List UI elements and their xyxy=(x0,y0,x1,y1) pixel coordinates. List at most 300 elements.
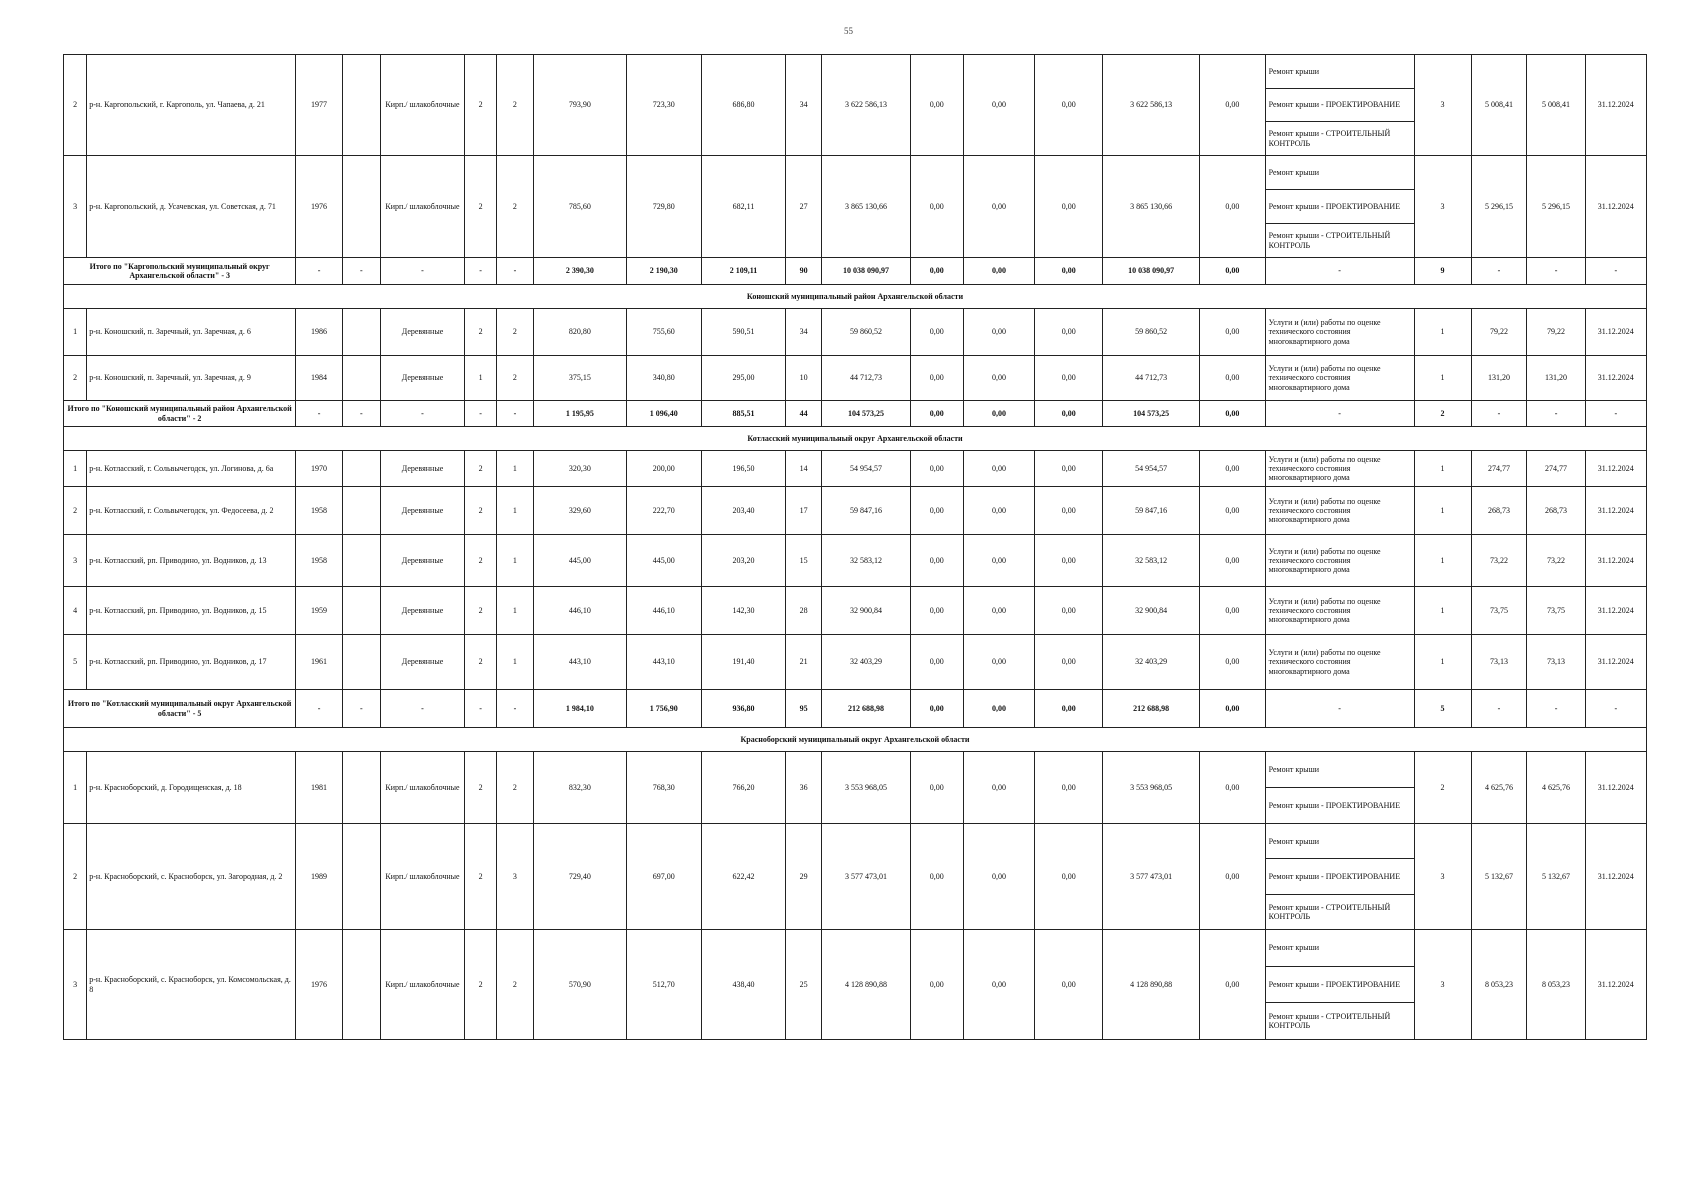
fund-support: 0,00 xyxy=(910,55,963,156)
fund-support: 0,00 xyxy=(910,752,963,824)
subtotal-row xyxy=(64,690,1647,728)
floors-count: 2 xyxy=(465,930,497,1040)
unit-cost: 73,22 xyxy=(1471,535,1527,587)
other-funds: 0,00 xyxy=(1200,635,1265,690)
year-built: 1961 xyxy=(296,635,342,690)
deadline: 31.12.2024 xyxy=(1585,752,1646,824)
max-unit-cost: 5 296,15 xyxy=(1527,156,1585,258)
table-row xyxy=(64,487,1647,535)
municipality-section-header xyxy=(64,285,1647,309)
floors-count: 2 xyxy=(465,535,497,587)
unit-cost: 8 053,23 xyxy=(1471,930,1527,1040)
residents-count: 34 xyxy=(786,55,822,156)
fund-support: 0,00 xyxy=(910,635,963,690)
house-address: р-н. Котласский, рп. Приводино, ул. Водников, д. 13 xyxy=(87,535,296,587)
works-list-cell xyxy=(1265,824,1414,930)
owners-funds: 10 038 090,97 xyxy=(1103,258,1200,285)
house-address: р-н. Котласский, рп. Приводино, ул. Водников, д. 15 xyxy=(87,587,296,635)
cost-total: 4 128 890,88 xyxy=(822,930,911,1040)
row-number: 1 xyxy=(64,309,87,356)
empty-dash: - xyxy=(380,401,464,427)
house-address: р-н. Красноборский, д. Городищенская, д. 18 xyxy=(87,752,296,824)
row-number: 3 xyxy=(64,156,87,258)
year-reconstruction xyxy=(342,824,380,930)
works-count: 1 xyxy=(1414,587,1471,635)
work-type: Ремонт крыши - СТРОИТЕЛЬНЫЙ КОНТРОЛЬ xyxy=(1266,1002,1414,1039)
works-list-cell xyxy=(1265,156,1414,258)
fund-support: 0,00 xyxy=(910,401,963,427)
residents-count: 95 xyxy=(786,690,822,728)
other-funds: 0,00 xyxy=(1200,690,1265,728)
works-count: 2 xyxy=(1414,752,1471,824)
unit-cost: 73,13 xyxy=(1471,635,1527,690)
owners-funds: 212 688,98 xyxy=(1103,690,1200,728)
year-built: 1959 xyxy=(296,587,342,635)
local-budget: 0,00 xyxy=(1035,451,1103,487)
residential-area: 203,20 xyxy=(701,535,785,587)
premises-area: 755,60 xyxy=(626,309,701,356)
premises-area: 445,00 xyxy=(626,535,701,587)
entrances-count: 1 xyxy=(496,635,533,690)
fund-support: 0,00 xyxy=(910,451,963,487)
year-reconstruction xyxy=(342,752,380,824)
year-reconstruction xyxy=(342,487,380,535)
row-number: 4 xyxy=(64,587,87,635)
subtotal-label: Итого по "Котласский муниципальный округ Архангельской области" - 5 xyxy=(64,690,296,728)
year-reconstruction xyxy=(342,535,380,587)
year-reconstruction xyxy=(342,930,380,1040)
subtotal-row xyxy=(64,258,1647,285)
max-unit-cost: 5 008,41 xyxy=(1527,55,1585,156)
residential-area: 682,11 xyxy=(701,156,785,258)
empty-dash: - xyxy=(465,690,497,728)
work-type: Услуги и (или) работы по оценке технического состояния многоквартирного дома xyxy=(1268,648,1381,676)
works-count: 1 xyxy=(1414,356,1471,401)
entrances-count: 2 xyxy=(496,356,533,401)
work-type: Ремонт крыши - ПРОЕКТИРОВАНИЕ xyxy=(1266,88,1414,122)
unit-cost: 268,73 xyxy=(1471,487,1527,535)
work-type: Ремонт крыши - ПРОЕКТИРОВАНИЕ xyxy=(1266,787,1414,823)
works-list-cell xyxy=(1265,587,1414,635)
wall-material: Деревянные xyxy=(380,487,464,535)
works-count: 1 xyxy=(1414,635,1471,690)
row-number: 1 xyxy=(64,752,87,824)
year-built: 1970 xyxy=(296,451,342,487)
local-budget: 0,00 xyxy=(1035,690,1103,728)
empty-dash: - xyxy=(465,258,497,285)
total-area: 785,60 xyxy=(533,156,626,258)
house-address: р-н. Коношский, п. Заречный, ул. Заречная, д. 6 xyxy=(87,309,296,356)
regional-budget: 0,00 xyxy=(963,356,1035,401)
owners-funds: 32 900,84 xyxy=(1103,587,1200,635)
work-type: Ремонт крыши xyxy=(1268,66,1320,76)
work-type: Услуги и (или) работы по оценке технического состояния многоквартирного дома xyxy=(1268,454,1381,483)
max-unit-cost: 4 625,76 xyxy=(1527,752,1585,824)
other-funds: 0,00 xyxy=(1200,309,1265,356)
works-count: 3 xyxy=(1414,930,1471,1040)
work-type: Ремонт крыши xyxy=(1268,836,1320,846)
works-count: 3 xyxy=(1414,55,1471,156)
works-count: 1 xyxy=(1414,451,1471,487)
floors-count: 2 xyxy=(465,824,497,930)
premises-area: 768,30 xyxy=(626,752,701,824)
page-number: 55 xyxy=(844,26,853,36)
residential-area: 2 109,11 xyxy=(701,258,785,285)
residents-count: 27 xyxy=(786,156,822,258)
wall-material: Деревянные xyxy=(380,635,464,690)
subtotal-row xyxy=(64,401,1647,427)
residents-count: 15 xyxy=(786,535,822,587)
cost-total: 104 573,25 xyxy=(822,401,911,427)
residents-count: 36 xyxy=(786,752,822,824)
residential-area: 295,00 xyxy=(701,356,785,401)
fund-support: 0,00 xyxy=(910,824,963,930)
local-budget: 0,00 xyxy=(1035,401,1103,427)
unit-cost: 5 008,41 xyxy=(1471,55,1527,156)
entrances-count: 2 xyxy=(496,752,533,824)
unit-cost: 79,22 xyxy=(1471,309,1527,356)
local-budget: 0,00 xyxy=(1035,258,1103,285)
municipality-section-header xyxy=(64,728,1647,752)
empty-dash: - xyxy=(465,401,497,427)
table-row xyxy=(64,451,1647,487)
cost-total: 59 860,52 xyxy=(822,309,911,356)
year-built: 1958 xyxy=(296,487,342,535)
owners-funds: 59 847,16 xyxy=(1103,487,1200,535)
other-funds: 0,00 xyxy=(1200,535,1265,587)
year-reconstruction xyxy=(342,309,380,356)
fund-support: 0,00 xyxy=(910,690,963,728)
local-budget: 0,00 xyxy=(1035,487,1103,535)
regional-budget: 0,00 xyxy=(963,690,1035,728)
deadline: 31.12.2024 xyxy=(1585,156,1646,258)
fund-support: 0,00 xyxy=(910,258,963,285)
regional-budget: 0,00 xyxy=(963,824,1035,930)
year-built: 1986 xyxy=(296,309,342,356)
residents-count: 34 xyxy=(786,309,822,356)
section-title: Красноборский муниципальный округ Архангельской области xyxy=(64,728,1647,752)
work-type: Ремонт крыши - СТРОИТЕЛЬНЫЙ КОНТРОЛЬ xyxy=(1266,121,1414,155)
residential-area: 885,51 xyxy=(701,401,785,427)
empty-dash: - xyxy=(342,690,380,728)
deadline: 31.12.2024 xyxy=(1585,535,1646,587)
unit-cost: 131,20 xyxy=(1471,356,1527,401)
row-number: 1 xyxy=(64,451,87,487)
premises-area: 729,80 xyxy=(626,156,701,258)
premises-area: 1 096,40 xyxy=(626,401,701,427)
house-address: р-н. Каргопольский, г. Каргополь, ул. Чапаева, д. 21 xyxy=(87,55,296,156)
works-count: 1 xyxy=(1414,309,1471,356)
empty-dash: - xyxy=(1527,401,1585,427)
residents-count: 90 xyxy=(786,258,822,285)
residents-count: 21 xyxy=(786,635,822,690)
municipality-section-header xyxy=(64,427,1647,451)
cost-total: 3 553 968,05 xyxy=(822,752,911,824)
empty-dash: - xyxy=(1471,401,1527,427)
owners-funds: 32 583,12 xyxy=(1103,535,1200,587)
total-area: 2 390,30 xyxy=(533,258,626,285)
work-type: Услуги и (или) работы по оценке технического состояния многоквартирного дома xyxy=(1268,546,1381,575)
work-type: Ремонт крыши xyxy=(1268,943,1320,953)
floors-count: 2 xyxy=(465,487,497,535)
regional-budget: 0,00 xyxy=(963,156,1035,258)
residential-area: 590,51 xyxy=(701,309,785,356)
works-list-cell xyxy=(1265,752,1414,824)
residential-area: 438,40 xyxy=(701,930,785,1040)
max-unit-cost: 8 053,23 xyxy=(1527,930,1585,1040)
year-reconstruction xyxy=(342,587,380,635)
premises-area: 443,10 xyxy=(626,635,701,690)
section-title: Коношский муниципальный район Архангельской области xyxy=(64,285,1647,309)
works-list-cell xyxy=(1265,635,1414,690)
residential-area: 936,80 xyxy=(701,690,785,728)
works-list-cell xyxy=(1265,356,1414,401)
cost-total: 3 622 586,13 xyxy=(822,55,911,156)
residents-count: 10 xyxy=(786,356,822,401)
owners-funds: 3 553 968,05 xyxy=(1103,752,1200,824)
floors-count: 2 xyxy=(465,451,497,487)
wall-material: Деревянные xyxy=(380,451,464,487)
owners-funds: 54 954,57 xyxy=(1103,451,1200,487)
other-funds: 0,00 xyxy=(1200,55,1265,156)
deadline: 31.12.2024 xyxy=(1585,487,1646,535)
deadline: 31.12.2024 xyxy=(1585,587,1646,635)
entrances-count: 1 xyxy=(496,487,533,535)
work-type: Услуги и (или) работы по оценке технического состояния многоквартирного дома xyxy=(1268,318,1381,346)
max-unit-cost: 274,77 xyxy=(1527,451,1585,487)
works-list-cell xyxy=(1265,930,1414,1040)
regional-budget: 0,00 xyxy=(963,487,1035,535)
owners-funds: 104 573,25 xyxy=(1103,401,1200,427)
max-unit-cost: 268,73 xyxy=(1527,487,1585,535)
residents-count: 25 xyxy=(786,930,822,1040)
works-list-cell xyxy=(1265,55,1414,156)
works-count: 9 xyxy=(1414,258,1471,285)
house-address: р-н. Котласский, г. Сольвычегодск, ул. Федосеева, д. 2 xyxy=(87,487,296,535)
table-row xyxy=(64,356,1647,401)
premises-area: 1 756,90 xyxy=(626,690,701,728)
owners-funds: 3 577 473,01 xyxy=(1103,824,1200,930)
other-funds: 0,00 xyxy=(1200,401,1265,427)
other-funds: 0,00 xyxy=(1200,258,1265,285)
work-type: Ремонт крыши - СТРОИТЕЛЬНЫЙ КОНТРОЛЬ xyxy=(1266,223,1414,257)
local-budget: 0,00 xyxy=(1035,635,1103,690)
local-budget: 0,00 xyxy=(1035,535,1103,587)
regional-budget: 0,00 xyxy=(963,535,1035,587)
owners-funds: 32 403,29 xyxy=(1103,635,1200,690)
max-unit-cost: 73,13 xyxy=(1527,635,1585,690)
fund-support: 0,00 xyxy=(910,930,963,1040)
work-type: Услуги и (или) работы по оценке технического состояния многоквартирного дома xyxy=(1268,496,1381,525)
empty-dash: - xyxy=(1265,401,1414,427)
house-address: р-н. Каргопольский, д. Усачевская, ул. Советская, д. 71 xyxy=(87,156,296,258)
table-row xyxy=(64,535,1647,587)
other-funds: 0,00 xyxy=(1200,587,1265,635)
empty-dash: - xyxy=(1585,401,1646,427)
unit-cost: 5 132,67 xyxy=(1471,824,1527,930)
empty-dash: - xyxy=(1471,258,1527,285)
residential-area: 622,42 xyxy=(701,824,785,930)
cost-total: 32 583,12 xyxy=(822,535,911,587)
works-count: 3 xyxy=(1414,156,1471,258)
works-count: 1 xyxy=(1414,535,1471,587)
section-title: Котласский муниципальный округ Архангельской области xyxy=(64,427,1647,451)
year-reconstruction xyxy=(342,356,380,401)
table-row xyxy=(64,635,1647,690)
max-unit-cost: 73,75 xyxy=(1527,587,1585,635)
total-area: 820,80 xyxy=(533,309,626,356)
empty-dash: - xyxy=(496,690,533,728)
works-count: 3 xyxy=(1414,824,1471,930)
row-number: 2 xyxy=(64,487,87,535)
row-number: 3 xyxy=(64,930,87,1040)
owners-funds: 59 860,52 xyxy=(1103,309,1200,356)
empty-dash: - xyxy=(1527,258,1585,285)
row-number: 2 xyxy=(64,356,87,401)
work-type: Ремонт крыши xyxy=(1268,167,1320,177)
unit-cost: 274,77 xyxy=(1471,451,1527,487)
cost-total: 3 577 473,01 xyxy=(822,824,911,930)
work-type: Ремонт крыши - ПРОЕКТИРОВАНИЕ xyxy=(1266,966,1414,1003)
deadline: 31.12.2024 xyxy=(1585,55,1646,156)
row-number: 2 xyxy=(64,824,87,930)
work-type: Услуги и (или) работы по оценке технического состояния многоквартирного дома xyxy=(1268,596,1381,625)
residential-area: 766,20 xyxy=(701,752,785,824)
house-address: р-н. Красноборский, с. Красноборск, ул. Загородная, д. 2 xyxy=(87,824,296,930)
deadline: 31.12.2024 xyxy=(1585,824,1646,930)
regional-budget: 0,00 xyxy=(963,55,1035,156)
other-funds: 0,00 xyxy=(1200,487,1265,535)
deadline: 31.12.2024 xyxy=(1585,451,1646,487)
year-reconstruction xyxy=(342,156,380,258)
empty-dash: - xyxy=(296,401,342,427)
regional-budget: 0,00 xyxy=(963,930,1035,1040)
year-built: 1976 xyxy=(296,930,342,1040)
cost-total: 32 403,29 xyxy=(822,635,911,690)
fund-support: 0,00 xyxy=(910,309,963,356)
wall-material: Деревянные xyxy=(380,535,464,587)
floors-count: 2 xyxy=(465,635,497,690)
empty-dash: - xyxy=(342,401,380,427)
local-budget: 0,00 xyxy=(1035,356,1103,401)
owners-funds: 3 865 130,66 xyxy=(1103,156,1200,258)
unit-cost: 5 296,15 xyxy=(1471,156,1527,258)
max-unit-cost: 5 132,67 xyxy=(1527,824,1585,930)
table-row xyxy=(64,824,1647,930)
residential-area: 191,40 xyxy=(701,635,785,690)
year-reconstruction xyxy=(342,451,380,487)
total-area: 793,90 xyxy=(533,55,626,156)
work-type: Ремонт крыши - ПРОЕКТИРОВАНИЕ xyxy=(1266,858,1414,893)
max-unit-cost: 73,22 xyxy=(1527,535,1585,587)
works-list-cell xyxy=(1265,535,1414,587)
residents-count: 28 xyxy=(786,587,822,635)
residents-count: 14 xyxy=(786,451,822,487)
works-count: 2 xyxy=(1414,401,1471,427)
deadline: 31.12.2024 xyxy=(1585,309,1646,356)
other-funds: 0,00 xyxy=(1200,752,1265,824)
floors-count: 1 xyxy=(465,356,497,401)
premises-area: 200,00 xyxy=(626,451,701,487)
other-funds: 0,00 xyxy=(1200,824,1265,930)
floors-count: 2 xyxy=(465,309,497,356)
floors-count: 2 xyxy=(465,587,497,635)
local-budget: 0,00 xyxy=(1035,55,1103,156)
table-row xyxy=(64,309,1647,356)
premises-area: 697,00 xyxy=(626,824,701,930)
work-type: Ремонт крыши - ПРОЕКТИРОВАНИЕ xyxy=(1266,189,1414,223)
year-built: 1977 xyxy=(296,55,342,156)
residents-count: 29 xyxy=(786,824,822,930)
total-area: 1 984,10 xyxy=(533,690,626,728)
empty-dash: - xyxy=(496,401,533,427)
entrances-count: 2 xyxy=(496,156,533,258)
owners-funds: 44 712,73 xyxy=(1103,356,1200,401)
year-built: 1984 xyxy=(296,356,342,401)
regional-budget: 0,00 xyxy=(963,401,1035,427)
regional-budget: 0,00 xyxy=(963,309,1035,356)
total-area: 329,60 xyxy=(533,487,626,535)
work-type: Ремонт крыши - СТРОИТЕЛЬНЫЙ КОНТРОЛЬ xyxy=(1266,894,1414,929)
deadline: 31.12.2024 xyxy=(1585,930,1646,1040)
entrances-count: 1 xyxy=(496,451,533,487)
regional-budget: 0,00 xyxy=(963,635,1035,690)
wall-material: Деревянные xyxy=(380,356,464,401)
fund-support: 0,00 xyxy=(910,535,963,587)
premises-area: 512,70 xyxy=(626,930,701,1040)
floors-count: 2 xyxy=(465,55,497,156)
regional-budget: 0,00 xyxy=(963,587,1035,635)
year-reconstruction xyxy=(342,635,380,690)
works-list-cell xyxy=(1265,487,1414,535)
work-type: Услуги и (или) работы по оценке технического состояния многоквартирного дома xyxy=(1268,364,1381,392)
year-built: 1989 xyxy=(296,824,342,930)
entrances-count: 2 xyxy=(496,930,533,1040)
year-built: 1976 xyxy=(296,156,342,258)
fund-support: 0,00 xyxy=(910,156,963,258)
entrances-count: 3 xyxy=(496,824,533,930)
work-type: Ремонт крыши xyxy=(1268,764,1320,774)
works-count: 5 xyxy=(1414,690,1471,728)
fund-support: 0,00 xyxy=(910,587,963,635)
capital-repair-register-table xyxy=(63,54,1647,1040)
wall-material: Кирп./ шлакоблочные xyxy=(380,930,464,1040)
cost-total: 32 900,84 xyxy=(822,587,911,635)
table-row xyxy=(64,752,1647,824)
local-budget: 0,00 xyxy=(1035,930,1103,1040)
entrances-count: 2 xyxy=(496,55,533,156)
residential-area: 196,50 xyxy=(701,451,785,487)
total-area: 445,00 xyxy=(533,535,626,587)
cost-total: 44 712,73 xyxy=(822,356,911,401)
total-area: 832,30 xyxy=(533,752,626,824)
regional-budget: 0,00 xyxy=(963,752,1035,824)
wall-material: Кирп./ шлакоблочные xyxy=(380,752,464,824)
other-funds: 0,00 xyxy=(1200,356,1265,401)
premises-area: 723,30 xyxy=(626,55,701,156)
row-number: 3 xyxy=(64,535,87,587)
residential-area: 203,40 xyxy=(701,487,785,535)
entrances-count: 1 xyxy=(496,535,533,587)
empty-dash: - xyxy=(496,258,533,285)
unit-cost: 4 625,76 xyxy=(1471,752,1527,824)
fund-support: 0,00 xyxy=(910,487,963,535)
works-list-cell xyxy=(1265,309,1414,356)
empty-dash: - xyxy=(380,690,464,728)
total-area: 729,40 xyxy=(533,824,626,930)
cost-total: 10 038 090,97 xyxy=(822,258,911,285)
residential-area: 686,80 xyxy=(701,55,785,156)
